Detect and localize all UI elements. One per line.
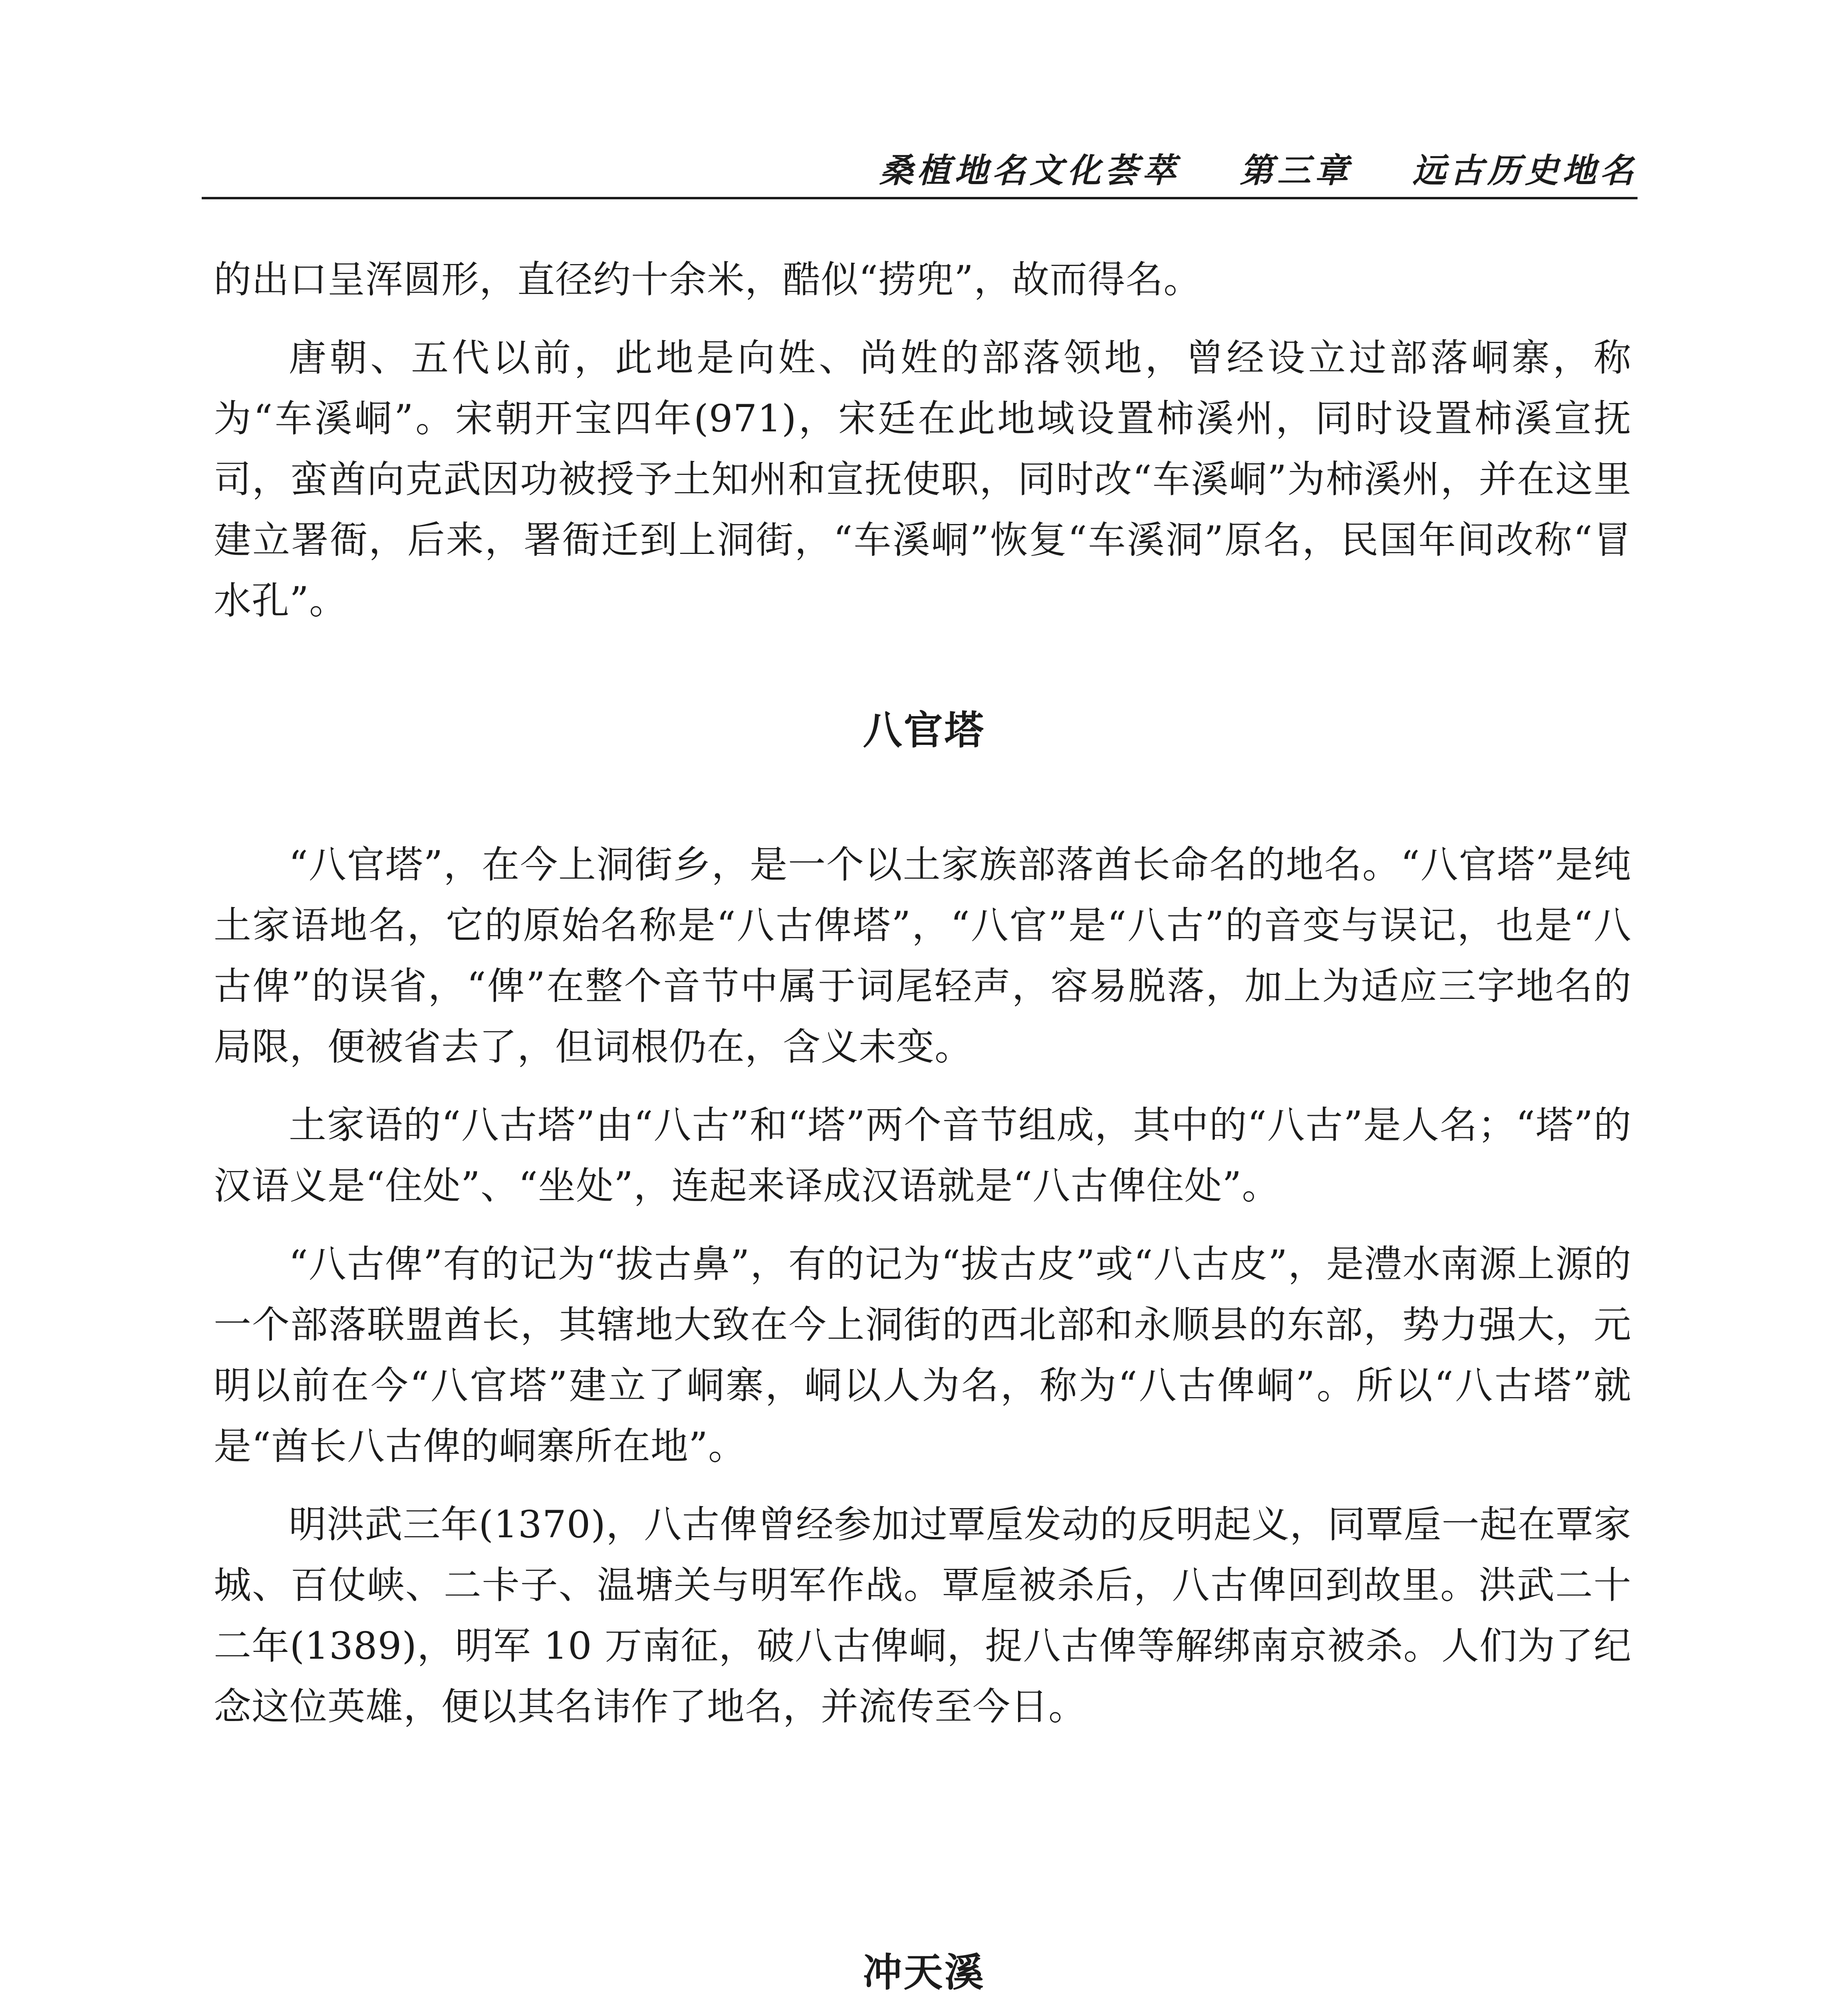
header-chapter-title: 远古历史地名 <box>1412 151 1638 190</box>
paragraph: 明洪武三年(1370)，八古俾曾经参加过覃垕发动的反明起义，同覃垕一起在覃家城、百仗峡、二卡子、温塘关与明军作战。覃垕被杀后，八古俾回到故里。洪武二十二年(1389)，明军 10 万南征，破八古俾峒，捉八古俾等解绑南京被杀。人们为了纪念这位英雄，便以其名讳作了地名，并流传至今日。 <box>214 1503 1632 1729</box>
paragraph: 唐朝、五代以前，此地是向姓、尚姓的部落领地，曾经设立过部落峒寨，称为“车溪峒”。宋朝开宝四年(971)，宋廷在此地域设置柿溪州，同时设置柿溪宣抚司，蛮酋向克武因功被授予土知州和宣抚使职，同时改“车溪峒”为柿溪州，并在这里建立署衙，后来，署衙迁到上洞街，“车溪峒”恢复“车溪洞”原名，民国年间改称“冒水孔”。 <box>214 336 1632 623</box>
section-title-chongtianxi: 冲天溪 <box>863 1950 985 1995</box>
paragraph: 的出口呈浑圆形，直径约十余米，酷似“捞兜”，故而得名。 <box>214 258 1202 302</box>
section-baguanta-body <box>214 835 1632 1755</box>
top-section <box>214 250 1632 649</box>
header-chapter: 第三章 <box>1239 151 1352 190</box>
header-book-title: 桑植地名文化荟萃 <box>879 151 1180 190</box>
paragraph: 土家语的“八古塔”由“八古”和“塔”两个音节组成，其中的“八古”是人名；“塔”的汉语义是“住处”、“坐处”，连起来译成汉语就是“八古俾住处”。 <box>214 1104 1632 1208</box>
running-header <box>202 144 1638 200</box>
paragraph: “八官塔”，在今上洞街乡，是一个以土家族部落酋长命名的地名。“八官塔”是纯土家语地名，它的原始名称是“八古俾塔”，“八官”是“八古”的音变与误记，也是“八古俾”的误省，“俾”在整个音节中属于词尾轻声，容易脱落，加上为适应三字地名的局限，便被省去了，但词根仍在，含义未变。 <box>214 843 1632 1069</box>
paragraph: “八古俾”有的记为“拔古鼻”，有的记为“拔古皮”或“八古皮”，是澧水南源上源的一个部落联盟酋长，其辖地大致在今上洞街的西北部和永顺县的东部，势力强大，元明以前在今“八官塔”建立了峒寨，峒以人为名，称为“八古俾峒”。所以“八古塔”就是“酋长八古俾的峒寨所在地”。 <box>214 1243 1632 1468</box>
section-title-baguanta: 八官塔 <box>863 708 985 753</box>
header-rule <box>202 197 1638 199</box>
header-text <box>879 144 1638 192</box>
